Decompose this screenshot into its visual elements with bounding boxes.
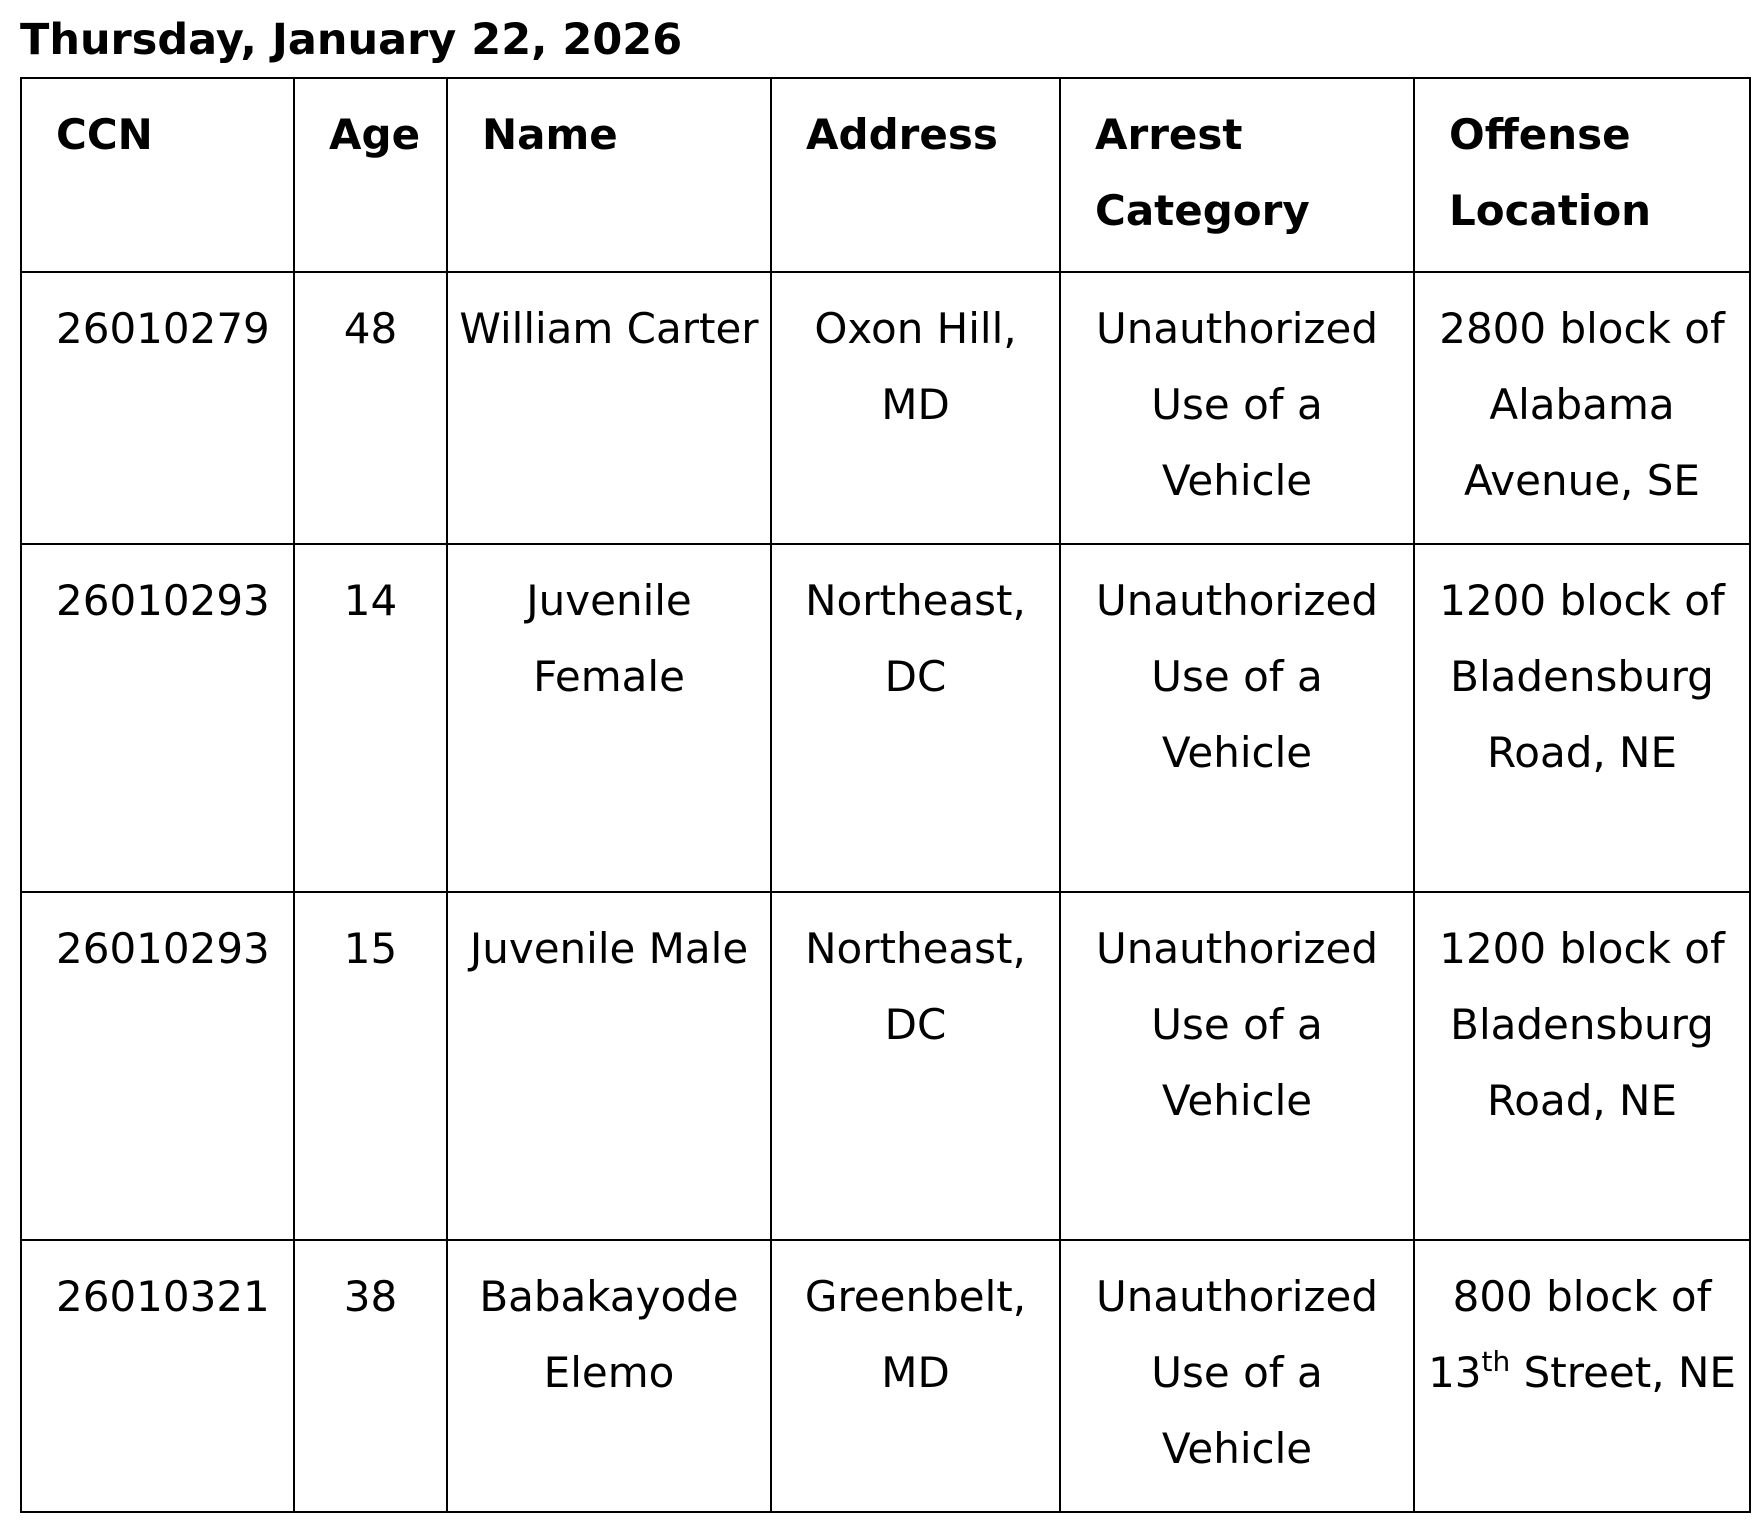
address-cell: Oxon Hill, MD [771, 272, 1060, 544]
arrest-category-cell: Unauthorized Use of a Vehicle [1060, 544, 1414, 892]
column-header-age: Age [294, 78, 447, 272]
arrests-table [20, 77, 1751, 1513]
arrest-category-cell: Unauthorized Use of a Vehicle [1060, 272, 1414, 544]
age-cell: 15 [294, 892, 447, 1240]
table-body [21, 272, 1750, 1512]
offense-location-text: 800 block of 13 [1428, 1272, 1712, 1397]
header-row [21, 78, 1750, 272]
arrest-category-cell: Unauthorized Use of a Vehicle [1060, 892, 1414, 1240]
table-row [21, 892, 1750, 1240]
offense-location-cell [1414, 1240, 1750, 1512]
table-header [21, 78, 1750, 272]
name-cell: Babakayode Elemo [447, 1240, 771, 1512]
offense-location-text-rest: Street, NE [1510, 1348, 1736, 1397]
table-row [21, 1240, 1750, 1512]
address-cell: Greenbelt, MD [771, 1240, 1060, 1512]
address-cell: Northeast, DC [771, 544, 1060, 892]
offense-location-cell: 2800 block of Alabama Avenue, SE [1414, 272, 1750, 544]
name-cell: Juvenile Female [447, 544, 771, 892]
column-header-address: Address [771, 78, 1060, 272]
ccn-cell: 26010279 [21, 272, 294, 544]
ordinal-suffix: th [1481, 1345, 1511, 1378]
ccn-cell: 26010293 [21, 544, 294, 892]
name-cell: William Carter [447, 272, 771, 544]
column-header-offense-location: Offense Location [1414, 78, 1750, 272]
age-cell: 14 [294, 544, 447, 892]
page-title: Thursday, January 22, 2026 [20, 15, 683, 65]
column-header-name: Name [447, 78, 771, 272]
offense-location-cell: 1200 block of Bladensburg Road, NE [1414, 892, 1750, 1240]
name-cell: Juvenile Male [447, 892, 771, 1240]
table-row [21, 272, 1750, 544]
age-cell: 38 [294, 1240, 447, 1512]
column-header-ccn: CCN [21, 78, 294, 272]
arrest-category-cell: Unauthorized Use of a Vehicle [1060, 1240, 1414, 1512]
column-header-arrest-category: Arrest Category [1060, 78, 1414, 272]
age-cell: 48 [294, 272, 447, 544]
address-cell: Northeast, DC [771, 892, 1060, 1240]
ccn-cell: 26010293 [21, 892, 294, 1240]
ccn-cell: 26010321 [21, 1240, 294, 1512]
table-row [21, 544, 1750, 892]
offense-location-cell: 1200 block of Bladensburg Road, NE [1414, 544, 1750, 892]
